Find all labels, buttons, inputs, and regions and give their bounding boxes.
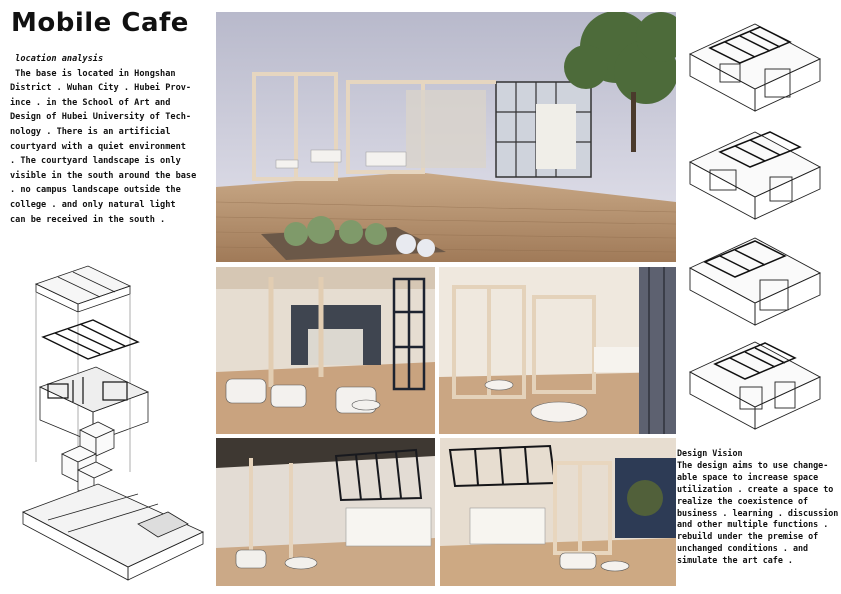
- location-line: can be received in the south .: [10, 214, 166, 225]
- axonometric-variation-2: [680, 122, 830, 232]
- design-vision: [677, 448, 838, 567]
- location-line: . The courtyard landscape is only: [10, 156, 181, 167]
- location-line: college . and only natural light: [10, 199, 176, 210]
- vision-line: The design aims to use change-: [677, 459, 829, 470]
- vision-line: simulate the art cafe .: [677, 555, 793, 566]
- location-analysis: [10, 52, 196, 227]
- location-line: ince . in the School of Art and: [10, 97, 171, 108]
- location-line: nology . There is an artificial: [10, 126, 171, 137]
- location-heading: location analysis: [10, 54, 104, 64]
- location-line: District . Wuhan City . Hubei Prov-: [10, 83, 192, 94]
- location-line: The base is located in Hongshan: [10, 68, 176, 79]
- vision-line: realize the coexistence of: [677, 495, 809, 506]
- axonometric-variation-3: [680, 228, 830, 336]
- exploded-axonometric-drawing: [18, 262, 213, 587]
- vision-line: business . learning . discussion: [677, 507, 839, 518]
- location-line: . no campus landscape outside the: [10, 185, 181, 196]
- vision-line: and other multiple functions .: [677, 519, 829, 530]
- axonometric-variation-1: [680, 14, 830, 124]
- interior-render-seating-area: [216, 267, 435, 434]
- interior-render-counter: [216, 438, 435, 586]
- vision-heading: Design Vision: [677, 448, 743, 458]
- vision-line: utilization . create a space to: [677, 483, 834, 494]
- interior-render-frame-structure: [439, 267, 676, 434]
- vision-line: unchanged conditions . and: [677, 543, 809, 554]
- axonometric-variation-4: [680, 332, 830, 440]
- interior-render-evening: [440, 438, 676, 586]
- exterior-render: [216, 12, 676, 262]
- page-title: Mobile Cafe: [11, 8, 189, 38]
- location-line: courtyard with a quiet environment: [10, 141, 186, 152]
- vision-line: able space to increase space: [677, 471, 819, 482]
- vision-line: rebuild under the premise of: [677, 531, 819, 542]
- location-line: visible in the south around the base: [10, 170, 197, 181]
- location-line: Design of Hubei University of Tech-: [10, 112, 192, 123]
